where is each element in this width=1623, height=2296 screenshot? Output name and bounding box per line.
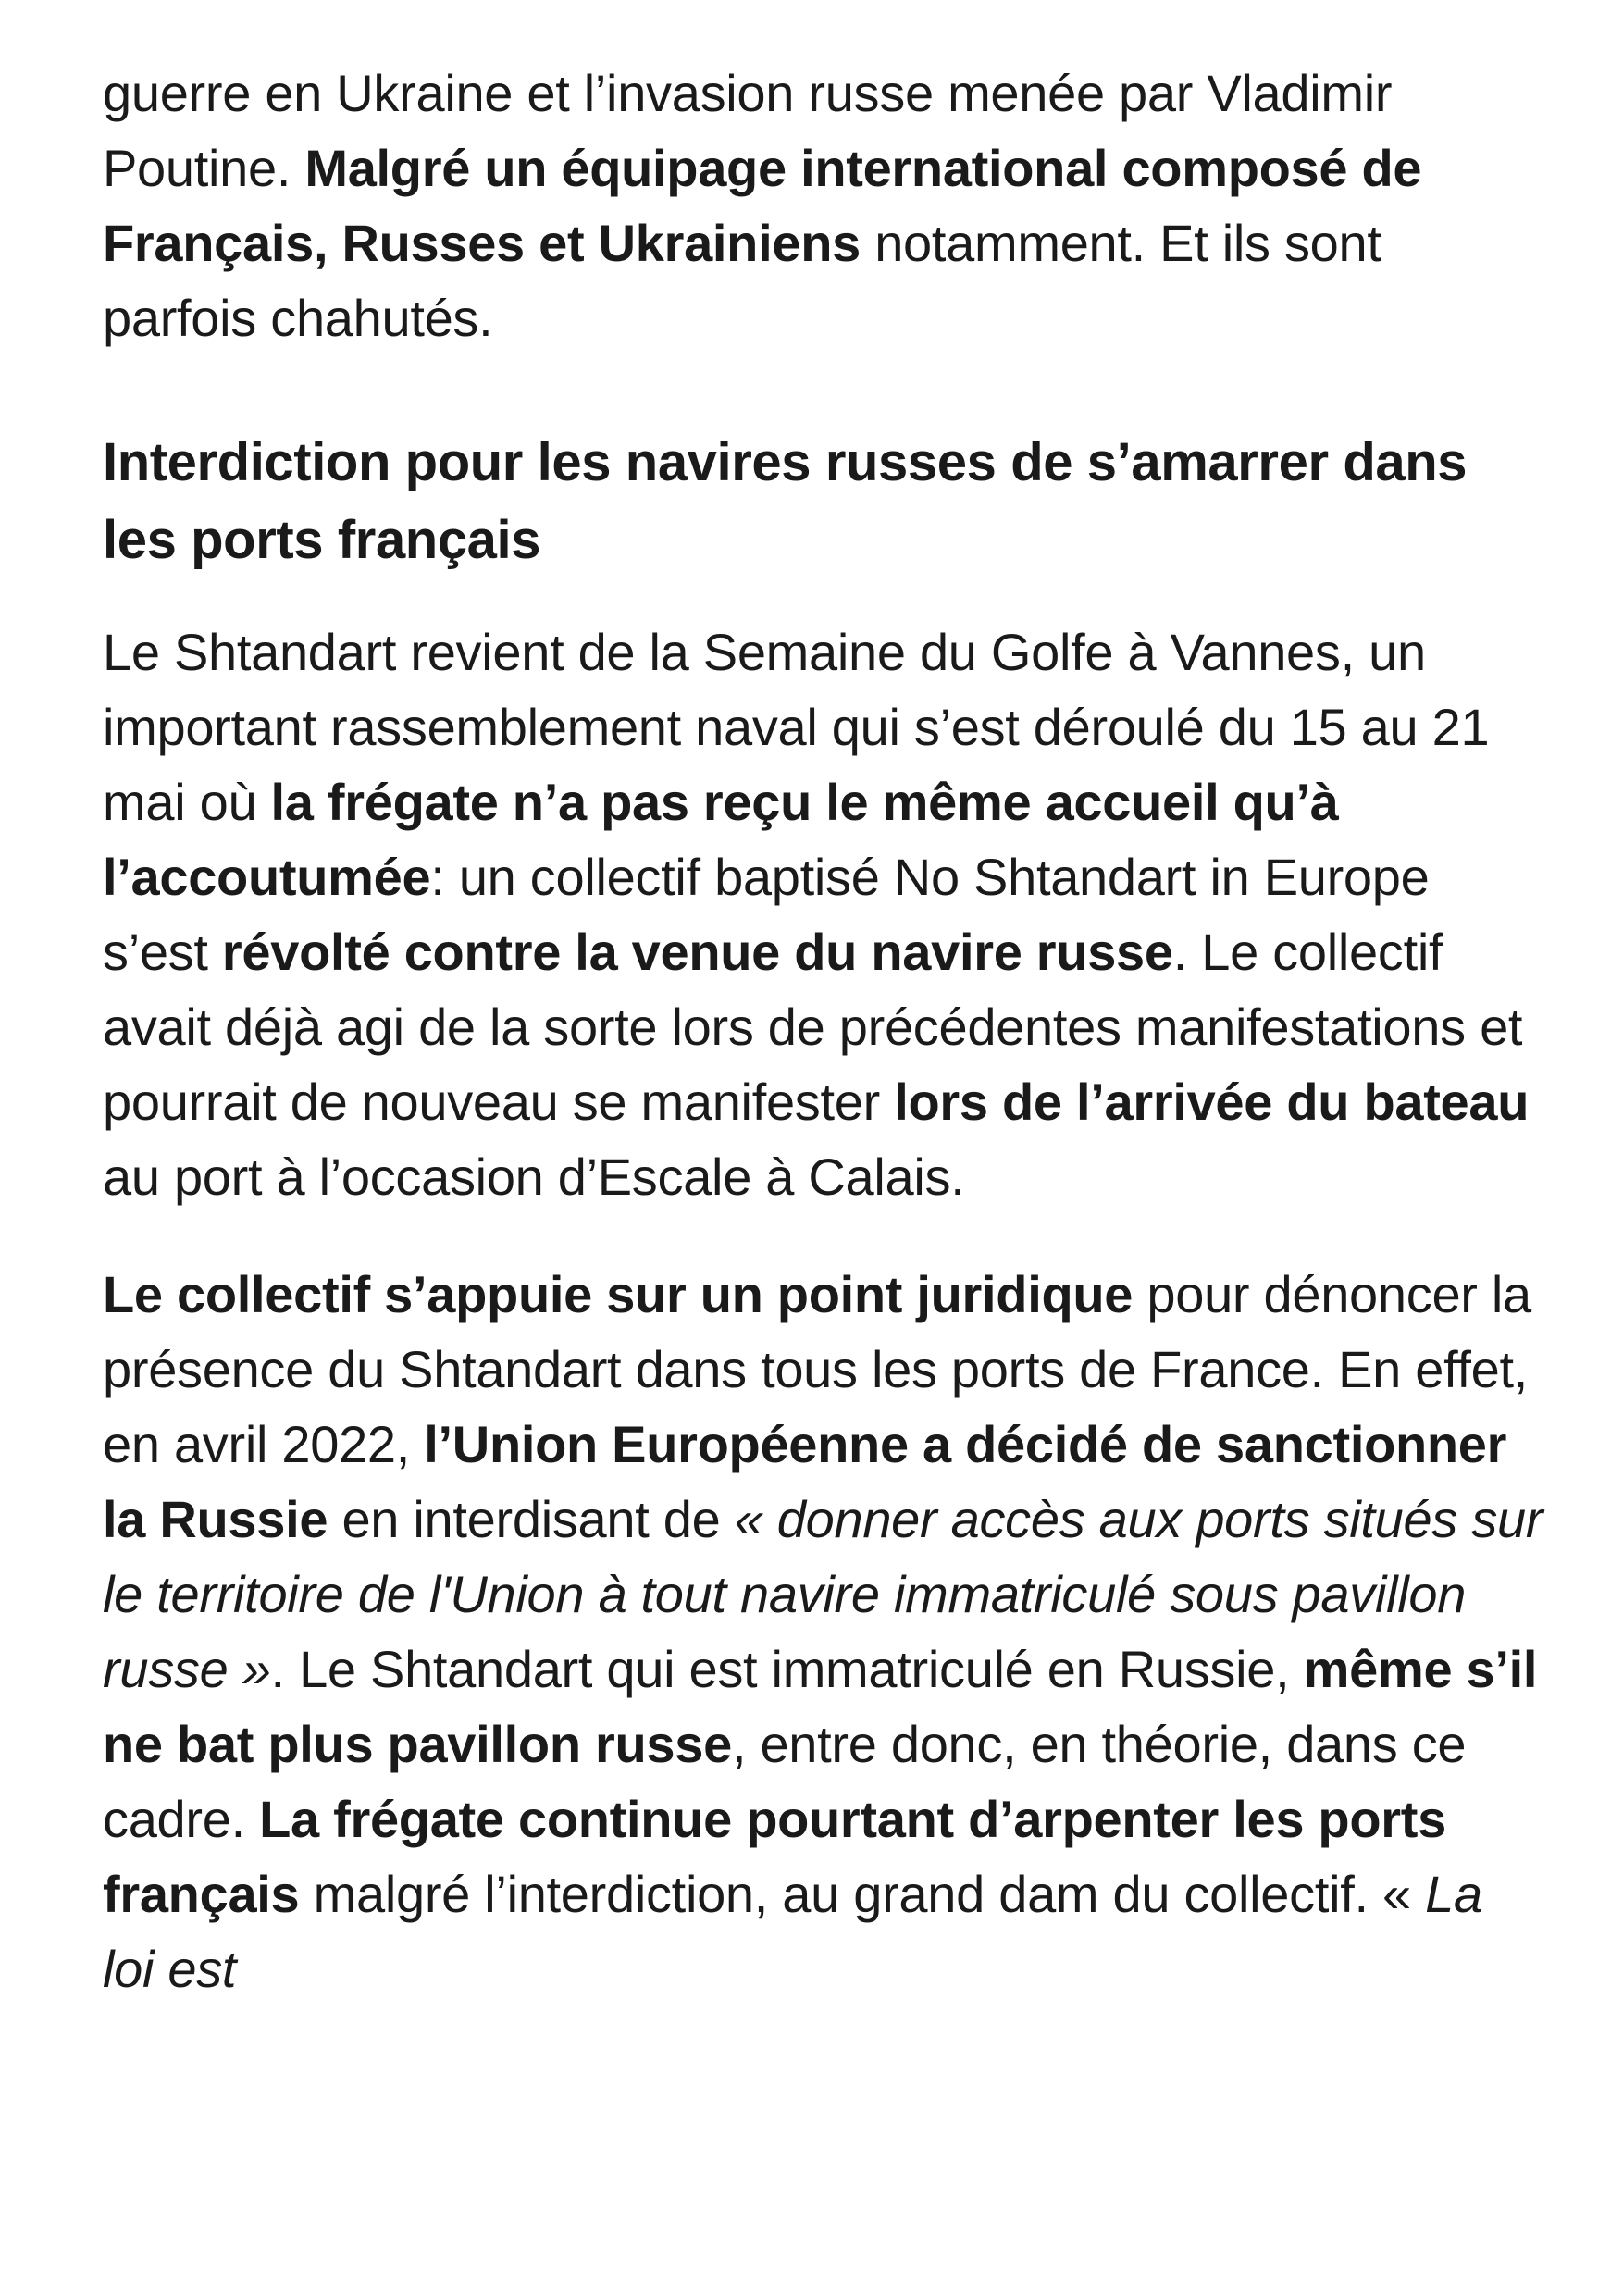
section-heading: Interdiction pour les navires russes de s’amarrer dans les ports français	[103, 432, 1468, 570]
bold-text-run: lors de l’arrivée du bateau	[894, 1073, 1530, 1131]
bold-text-run: Le collectif s’appuie sur un point juridique	[103, 1265, 1134, 1323]
text-run: au port à l’occasion d’Escale à Calais.	[103, 1148, 965, 1206]
paragraph-1	[103, 56, 1546, 355]
bold-text-run: Malgré un équipage international composé de Français, Russes et Ukrainiens	[103, 139, 1422, 272]
text-run: malgré l’interdiction, au grand dam du collectif. «	[299, 1865, 1426, 1923]
text-run: . Le Shtandart qui est immatriculé en Russie,	[270, 1640, 1304, 1698]
italic-quote: « donner accès aux ports situés sur le territoire de l'Union à tout navire immatriculé sous pavillon russe »	[103, 1490, 1543, 1698]
text-run: Le Shtandart revient de la Semaine du Golfe à Vannes, un important rassemblement naval qui s’est déroulé du 15 au 21 mai où	[103, 623, 1490, 831]
text-run: , entre donc, en théorie, dans ce cadre.	[103, 1715, 1467, 1848]
text-run: pour dénoncer la présence du Shtandart dans tous les ports de France. En effet, en avril 2022,	[103, 1265, 1531, 1473]
bold-text-run: La frégate continue pourtant d’arpenter les ports français	[103, 1790, 1446, 1923]
text-run: : un collectif baptisé No Shtandart in Europe s’est	[103, 848, 1430, 981]
paragraph-3	[103, 1257, 1546, 2006]
bold-text-run: l’Union Européenne a décidé de sanctionner la Russie	[103, 1415, 1507, 1548]
text-run: guerre en Ukraine et l’invasion russe menée par Vladimir Poutine.	[103, 64, 1393, 197]
text-run: . Le collectif avait déjà agi de la sorte lors de précédentes manifestations et pourrait de nouveau se manifester	[103, 923, 1523, 1131]
text-run: notamment. Et ils sont parfois chahutés.	[103, 214, 1381, 347]
paragraph-2	[103, 614, 1546, 1214]
article-body	[103, 56, 1546, 2006]
bold-text-run: révolté contre la venue du navire russe	[221, 923, 1173, 981]
italic-quote: La loi est	[103, 1865, 1482, 1998]
bold-text-run: même s’il ne bat plus pavillon russe	[103, 1640, 1538, 1773]
text-run: en interdisant de	[328, 1490, 735, 1548]
bold-text-run: la frégate n’a pas reçu le même accueil qu’à l’accoutumée	[103, 773, 1339, 906]
